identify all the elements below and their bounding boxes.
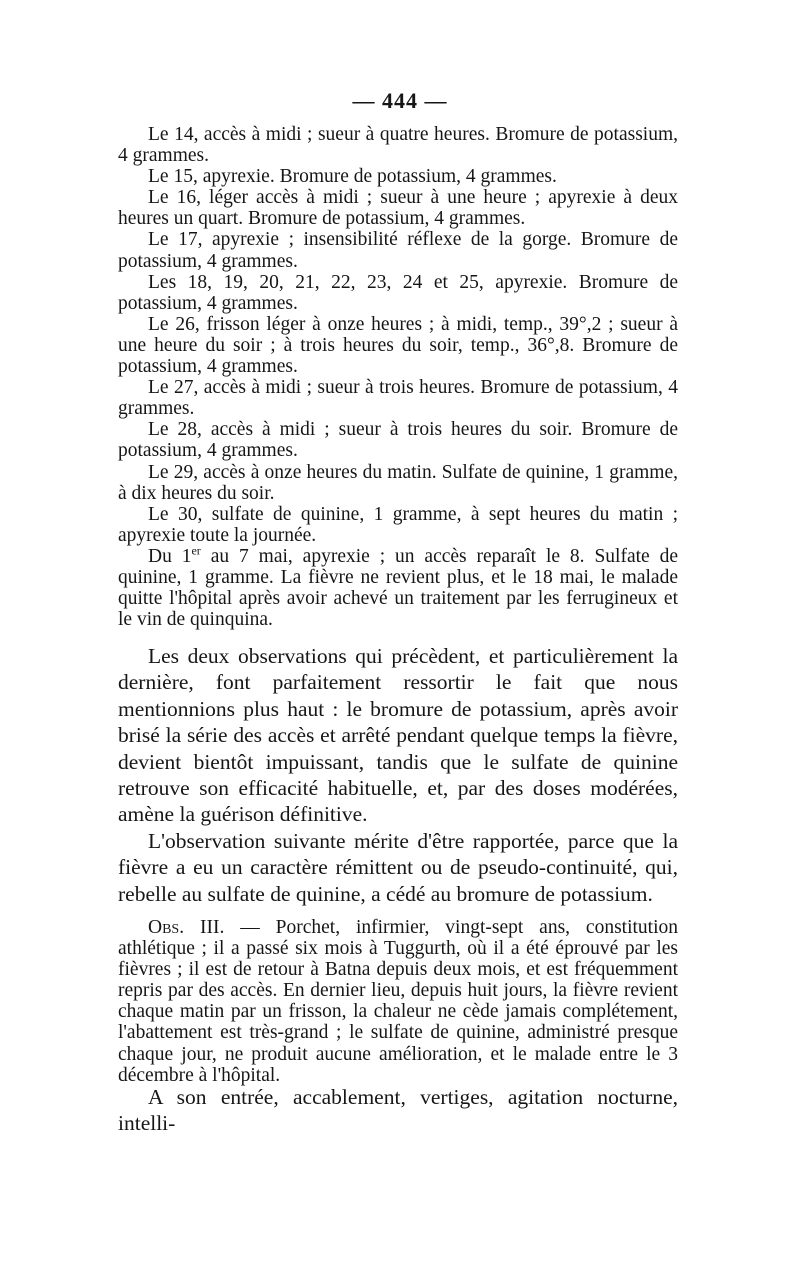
- log-entry: Le 17, apyrexie ; insensibilité réflexe de la gorge. Bromure de potassium, 4 grammes.: [118, 229, 678, 272]
- page-number: — 444 —: [352, 88, 448, 113]
- last-entry-prefix: Du 1: [148, 545, 192, 567]
- last-entry-text: au 7 mai, apyrexie ; un accès reparaît le 8. Sulfate de quinine, 1 gramme. La fièvre ne revient plus, et le 18 mai, le malade quitte l'hôpital après avoir achevé un traitement par les ferrugineux et le vin de quinquina.: [118, 545, 678, 631]
- observation-label: Obs. III.: [148, 917, 225, 938]
- commentary: [118, 643, 678, 907]
- observation-block: [118, 917, 678, 1086]
- daily-log: [118, 124, 678, 630]
- log-entry: Le 26, frisson léger à onze heures ; à midi, temp., 39°,2 ; sueur à une heure du soir ; à trois heures du soir, temp., 36°,8. Bromure de potassium, 4 grammes.: [118, 313, 678, 378]
- observation-text: Porchet, infirmier, vingt-sept ans, constitution athlétique ; il a passé six mois à Tuggurth, où il a été éprouvé par les fièvres ; il est de retour à Batna depuis deux mois, et est fréquemment repris par des accès. En dernier lieu, depuis huit jours, la fièvre revient chaque matin par un frisson, la chaleur ne cède jamais complétement, l'abattement est très-grand ; le sulfate de quinine, administré presque chaque jour, ne produit aucune amélioration, et le malade entre le 3 décembre à l'hôpital.: [118, 917, 679, 1086]
- commentary-paragraph: Les deux observations qui précèdent, et particulièrement la dernière, font parfaitement ressortir le fait que nous mentionnions plus haut : le bromure de potassium, après avoir brisé la série des accès et arrêté pendant quelque temps la fièvre, devient bientôt impuissant, tandis que le sulfate de quinine retrouve son efficacité habituelle, et, par des doses modérées, amène la guérison définitive.: [118, 644, 678, 827]
- log-entry: Le 30, sulfate de quinine, 1 gramme, à sept heures du matin ; apyrexie toute la journée.: [118, 503, 678, 546]
- log-entry: Le 29, accès à onze heures du matin. Sulfate de quinine, 1 gramme, à dix heures du soir.: [118, 461, 678, 504]
- commentary-paragraph: L'observation suivante mérite d'être rapportée, parce que la fièvre a eu un caractère rémittent ou de pseudo-continuité, qui, rebelle au sulfate de quinine, a cédé au bromure de potassium.: [118, 828, 678, 906]
- log-entry-last: [118, 543, 678, 631]
- observation-continuation: A son entrée, accablement, vertiges, agitation nocturne, intelli-: [118, 1085, 678, 1136]
- observation-paragraph: [118, 917, 678, 1086]
- observation-dash: —: [224, 917, 276, 938]
- log-entry: Les 18, 19, 20, 21, 22, 23, 24 et 25, apyrexie. Bromure de potassium, 4 grammes.: [118, 271, 678, 314]
- log-entry: Le 16, léger accès à midi ; sueur à une heure ; apyrexie à deux heures un quart. Bromure de potassium, 4 grammes.: [118, 187, 678, 230]
- log-entry: Le 27, accès à midi ; sueur à trois heures. Bromure de potassium, 4 grammes.: [118, 377, 678, 420]
- observation-continuation-block: [118, 1084, 678, 1137]
- log-entry: Le 15, apyrexie. Bromure de potassium, 4 grammes.: [148, 166, 557, 188]
- superscript-er: er: [191, 543, 201, 558]
- log-entry: Le 14, accès à midi ; sueur à quatre heures. Bromure de potassium, 4 grammes.: [118, 124, 678, 167]
- log-entry: Le 28, accès à midi ; sueur à trois heures du soir. Bromure de potassium, 4 grammes.: [118, 419, 678, 462]
